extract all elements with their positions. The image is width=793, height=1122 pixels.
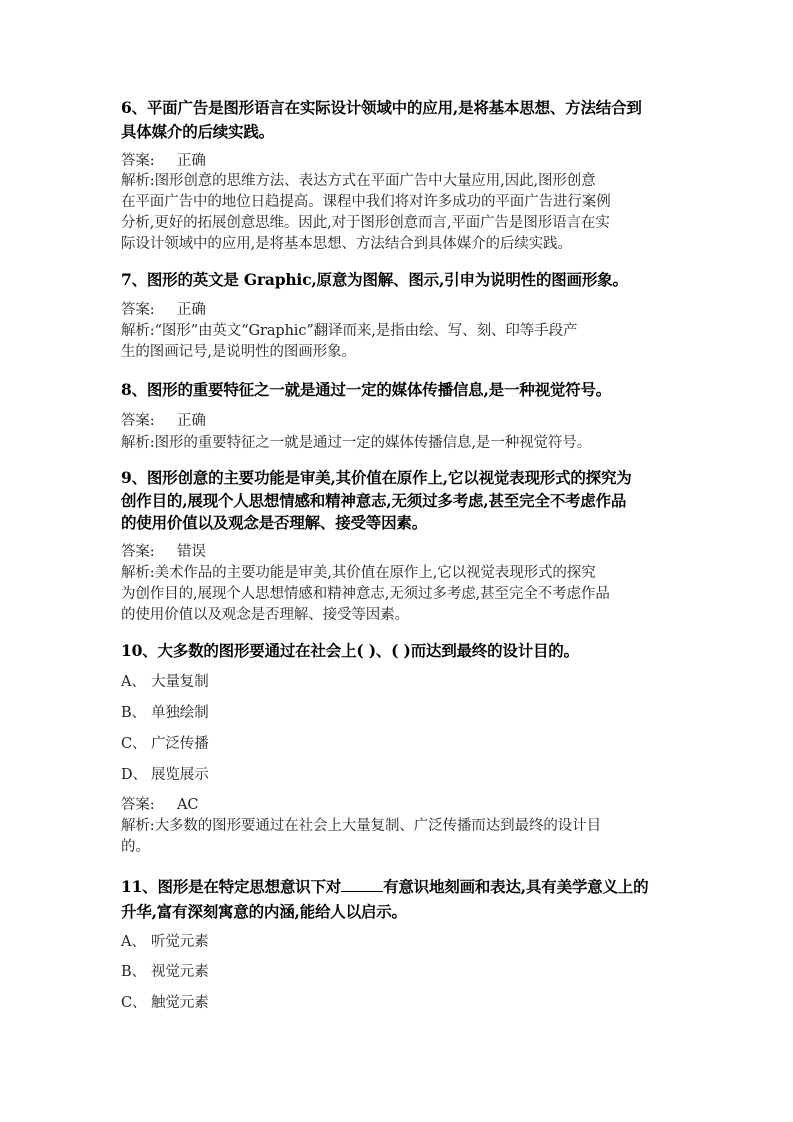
answer-value: 正确 <box>177 413 206 429</box>
question-8-line-1: 8、图形的重要特征之一就是通过一定的媒体传播信息,是一种视觉符号。 <box>121 380 612 399</box>
question-9-line-1: 9、图形创意的主要功能是审美,其价值在原作上,它以视觉表现形式的探究为 <box>121 468 632 487</box>
option-label: D、 <box>121 767 147 783</box>
answer-6 <box>121 149 206 170</box>
option-text: 大量复制 <box>151 674 209 690</box>
answer-value: AC <box>177 797 199 813</box>
question-6-line-1: 6、平面广告是图形语言在实际设计领域中的应用,是将基本思想、方法结合到 <box>121 98 642 117</box>
explanation-6-line-3: 分析,更好的拓展创意思维。因此,对于图形创意而言,平面广告是图形语言在实 <box>121 215 610 231</box>
question-6-line-2: 具体媒介的后续实践。 <box>121 122 275 141</box>
question-9-line-3: 的使用价值以及观念是否理解、接受等因素。 <box>121 513 428 532</box>
question-11-text-before: 11、图形是在特定思想意识下对 <box>121 877 342 896</box>
question-7-line-1: 7、图形的英文是 Graphic,原意为图解、图示,引申为说明性的图画形象。 <box>121 270 628 289</box>
answer-label: 答案: <box>121 153 155 169</box>
question-11-line-1 <box>121 875 648 897</box>
explanation-9-line-1: 解析:美术作品的主要功能是审美,其价值在原作上,它以视觉表现形式的探究 <box>121 565 596 581</box>
explanation-6-line-2: 在平面广告中的地位日趋提高。课程中我们将对许多成功的平面广告进行案例 <box>121 194 611 210</box>
answer-7 <box>121 298 206 319</box>
option-text: 广泛传播 <box>151 736 209 752</box>
option-text: 单独绘制 <box>151 705 209 721</box>
question-9-line-2: 创作目的,展现个人思想情感和精神意志,无须过多考虑,甚至完全不考虑作品 <box>121 491 627 510</box>
explanation-6-line-1: 解析:图形创意的思维方法、表达方式在平面广告中大量应用,因此,图形创意 <box>121 173 596 189</box>
option-11-a <box>121 930 209 951</box>
option-text: 展览展示 <box>151 767 209 783</box>
answer-label: 答案: <box>121 797 155 813</box>
option-label: C、 <box>121 736 147 752</box>
option-text: 触觉元素 <box>151 995 209 1011</box>
question-11-line-2: 升华,富有深刻寓意的内涵,能给人以启示。 <box>121 902 407 921</box>
explanation-7-line-2: 生的图画记号,是说明性的图画形象。 <box>121 344 356 360</box>
answer-9 <box>121 540 206 561</box>
answer-label: 答案: <box>121 413 155 429</box>
answer-10 <box>121 793 198 814</box>
option-11-b <box>121 960 209 981</box>
option-text: 听觉元素 <box>151 934 209 950</box>
option-label: B、 <box>121 964 146 980</box>
answer-value: 正确 <box>177 153 206 169</box>
answer-value: 正确 <box>177 302 206 318</box>
explanation-9-line-2: 为创作目的,展现个人思想情感和精神意志,无须过多考虑,甚至完全不考虑作品 <box>121 586 610 602</box>
option-label: C、 <box>121 995 147 1011</box>
option-text: 视觉元素 <box>151 964 209 980</box>
explanation-6-line-4: 际设计领域中的应用,是将基本思想、方法结合到具体媒介的后续实践。 <box>121 236 572 252</box>
explanation-10-line-2: 的。 <box>121 839 150 855</box>
option-label: B、 <box>121 705 146 721</box>
explanation-9-line-3: 的使用价值以及观念是否理解、接受等因素。 <box>121 607 409 623</box>
option-label: A、 <box>121 674 146 690</box>
answer-8 <box>121 409 206 430</box>
question-10-line-1: 10、大多数的图形要通过在社会上( )、( )而达到最终的设计目的。 <box>121 641 579 660</box>
option-10-d <box>121 763 209 784</box>
fill-blank <box>341 879 383 892</box>
explanation-10-line-1: 解析:大多数的图形要通过在社会上大量复制、广泛传播而达到最终的设计目 <box>121 818 601 834</box>
explanation-7-line-1: 解析:“图形”由英文“Graphic”翻译而来,是指由绘、写、刻、印等手段产 <box>121 323 578 339</box>
option-label: A、 <box>121 934 146 950</box>
explanation-8-line-1: 解析:图形的重要特征之一就是通过一定的媒体传播信息,是一种视觉符号。 <box>121 435 592 451</box>
answer-label: 答案: <box>121 302 155 318</box>
question-11-text-after: 有意识地刻画和表达,具有美学意义上的 <box>383 877 649 896</box>
answer-value: 错误 <box>177 544 206 560</box>
option-10-a <box>121 670 209 691</box>
option-10-b <box>121 701 209 722</box>
option-11-c <box>121 991 209 1012</box>
answer-label: 答案: <box>121 544 155 560</box>
option-10-c <box>121 732 209 753</box>
